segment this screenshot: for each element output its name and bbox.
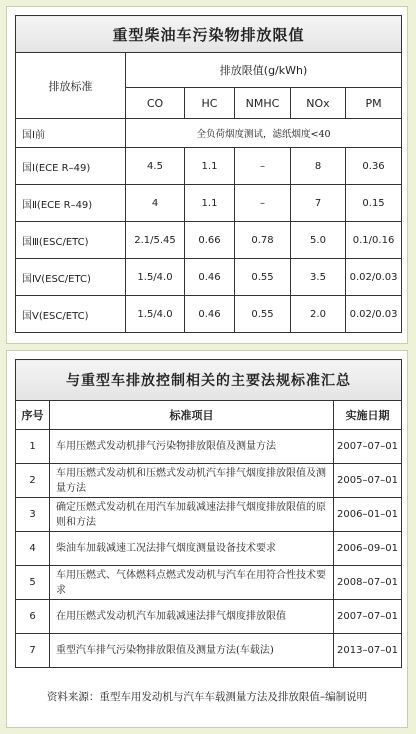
value-cell: 7: [291, 185, 346, 222]
value-cell: 0.55: [235, 296, 291, 333]
row-number: 7: [16, 634, 50, 668]
data-source-note: 资料来源：重型车用发动机与汽车车载测量方法及排放限值–编制说明: [46, 691, 368, 703]
value-cell: 0.15: [346, 185, 402, 222]
value-cell: 1.5/4.0: [126, 296, 185, 333]
column-header-date: 实施日期: [334, 401, 402, 430]
standard-label: 国Ⅴ(ESC/ETC): [16, 296, 126, 333]
table-row: [16, 148, 402, 185]
effective-date: 2013–07–01: [334, 634, 402, 668]
emission-limits-panel: [6, 6, 408, 344]
value-cell: 3.5: [291, 259, 346, 296]
row-number: 2: [16, 464, 50, 498]
table-row: [16, 498, 402, 532]
value-cell: 0.02/0.03: [346, 296, 402, 333]
effective-date: 2007–07–01: [334, 430, 402, 464]
table-row: [16, 185, 402, 222]
column-header-hc: HC: [185, 88, 235, 119]
standard-item: 重型汽车排气污染物排放限值及测量方法(车载法): [50, 634, 334, 668]
table-row: [16, 634, 402, 668]
value-cell: 1.5/4.0: [126, 259, 185, 296]
standard-label: 国Ⅰ(ECE R–49): [16, 148, 126, 185]
value-cell: 5.0: [291, 222, 346, 259]
standard-item: 车用压燃式发动机排气污染物排放限值及测量方法: [50, 430, 334, 464]
value-cell: 2.0: [291, 296, 346, 333]
standard-item: 在用压燃式发动机汽车加载减速法排气烟度排放限值: [50, 600, 334, 634]
value-cell: –: [235, 148, 291, 185]
regulations-panel: [6, 350, 408, 728]
column-header-nox: NOx: [291, 88, 346, 119]
value-cell: 1.1: [185, 185, 235, 222]
regulations-title: 与重型车排放控制相关的主要法规标准汇总: [16, 360, 402, 401]
standard-label: 国Ⅳ(ESC/ETC): [16, 259, 126, 296]
emission-standard-header: 排放标准: [16, 53, 126, 119]
table-row: [16, 430, 402, 464]
table-row: [16, 119, 402, 148]
effective-date: 2006–01–01: [334, 498, 402, 532]
row-number: 5: [16, 566, 50, 600]
standard-item: 确定压燃式发动机在用汽车加载减速法排气烟度排放限值的原则和方法: [50, 498, 334, 532]
table-row: [16, 259, 402, 296]
table-row: [16, 222, 402, 259]
pre-standard-note: 全负荷烟度测试，滤纸烟度<40: [126, 119, 402, 148]
effective-date: 2007–07–01: [334, 600, 402, 634]
standard-item: 柴油车加载减速工况法排气烟度测量设备技术要求: [50, 532, 334, 566]
value-cell: 0.36: [346, 148, 402, 185]
value-cell: 0.55: [235, 259, 291, 296]
effective-date: 2008–07–01: [334, 566, 402, 600]
row-number: 6: [16, 600, 50, 634]
value-cell: 8: [291, 148, 346, 185]
value-cell: 0.02/0.03: [346, 259, 402, 296]
value-cell: 4: [126, 185, 185, 222]
column-header-nmhc: NMHC: [235, 88, 291, 119]
column-header-pm: PM: [346, 88, 402, 119]
emission-limits-table: [15, 15, 402, 333]
standard-label: 国Ⅱ(ECE R–49): [16, 185, 126, 222]
emission-limits-title: 重型柴油车污染物排放限值: [16, 16, 402, 53]
table-row: [16, 566, 402, 600]
column-header-number: 序号: [16, 401, 50, 430]
regulations-table: [15, 359, 402, 668]
value-cell: 4.5: [126, 148, 185, 185]
table-row: [16, 464, 402, 498]
column-header-item: 标准项目: [50, 401, 334, 430]
column-header-co: CO: [126, 88, 185, 119]
value-cell: 0.46: [185, 259, 235, 296]
standard-item: 车用压燃式发动机和压燃式发动机汽车排气烟度排放限值及测量方法: [50, 464, 334, 498]
row-number: 3: [16, 498, 50, 532]
effective-date: 2005–07–01: [334, 464, 402, 498]
standard-item: 车用压燃式、气体燃料点燃式发动机与汽车在用符合性技术要求: [50, 566, 334, 600]
value-cell: 0.46: [185, 296, 235, 333]
table-row: [16, 600, 402, 634]
value-cell: 0.78: [235, 222, 291, 259]
standard-label: 国Ⅰ前: [16, 119, 126, 148]
value-cell: 1.1: [185, 148, 235, 185]
value-cell: 2.1/5.45: [126, 222, 185, 259]
emission-limit-header: 排放限值(g/kWh): [126, 53, 402, 88]
table-row: [16, 296, 402, 333]
standard-label: 国Ⅲ(ESC/ETC): [16, 222, 126, 259]
value-cell: –: [235, 185, 291, 222]
table-row: [16, 532, 402, 566]
row-number: 4: [16, 532, 50, 566]
effective-date: 2006–09–01: [334, 532, 402, 566]
value-cell: 0.1/0.16: [346, 222, 402, 259]
value-cell: 0.66: [185, 222, 235, 259]
row-number: 1: [16, 430, 50, 464]
